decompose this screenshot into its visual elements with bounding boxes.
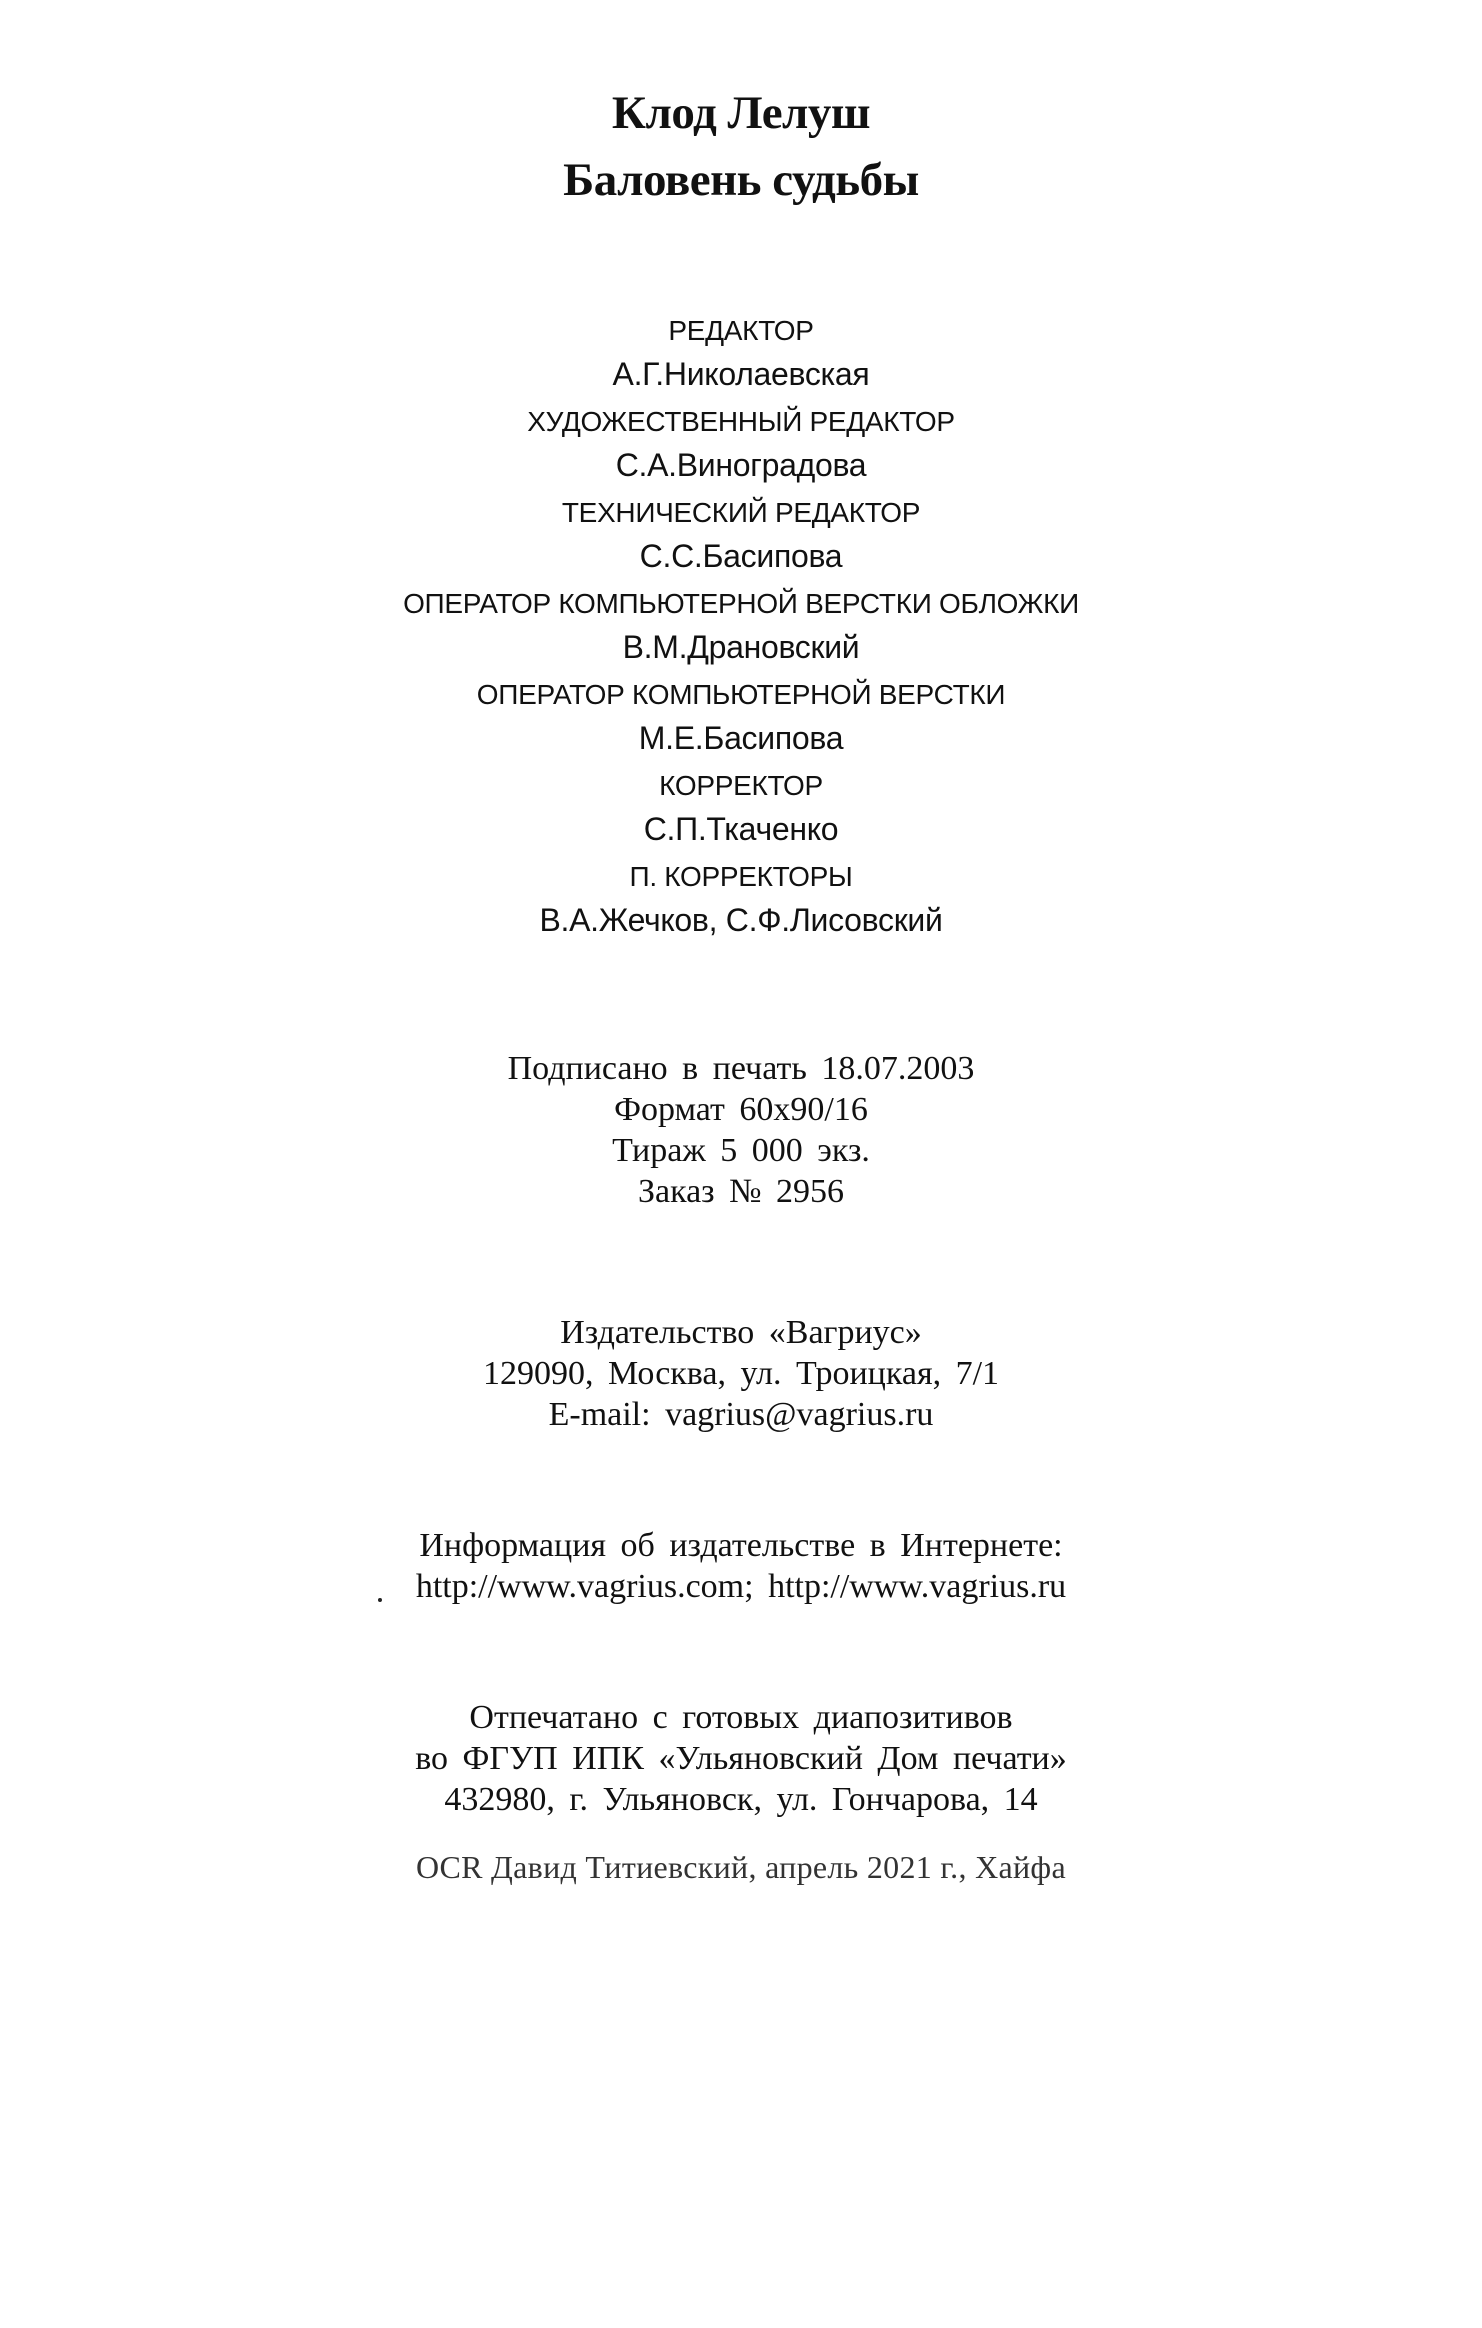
print-run: Тираж 5 000 экз.: [612, 1132, 870, 1169]
credit-role: КОРРЕКТОР: [659, 770, 823, 801]
credit-role: ХУДОЖЕСТВЕННЫЙ РЕДАКТОР: [527, 406, 955, 437]
credit-name: В.М.Драновский: [622, 629, 860, 665]
format: Формат 60х90/16: [614, 1091, 868, 1128]
credit-name: С.С.Басипова: [639, 538, 843, 574]
printer-line-3: 432980, г. Ульяновск, ул. Гончарова, 14: [444, 1781, 1038, 1818]
printer-line-2: во ФГУП ИПК «Ульяновский Дом печати»: [415, 1740, 1067, 1777]
publisher-name: Издательство «Вагриус»: [560, 1314, 922, 1351]
internet-heading: Информация об издательстве в Интернете:: [419, 1527, 1063, 1564]
credit-role: ОПЕРАТОР КОМПЬЮТЕРНОЙ ВЕРСТКИ ОБЛОЖКИ: [403, 588, 1079, 619]
printer-line-1: Отпечатано с готовых диапозитивов: [469, 1699, 1013, 1736]
publisher-address: 129090, Москва, ул. Троицкая, 7/1: [482, 1355, 1000, 1392]
credit-name: С.П.Ткаченко: [643, 811, 839, 847]
publisher-email: E-mail: vagrius@vagrius.ru: [548, 1396, 934, 1433]
book-title: Баловень судьбы: [563, 154, 919, 206]
credit-role: ОПЕРАТОР КОМПЬЮТЕРНОЙ ВЕРСТКИ: [476, 679, 1006, 710]
order-number: Заказ № 2956: [637, 1173, 845, 1210]
credit-name: С.А.Виноградова: [615, 447, 867, 483]
ocr-credit: OCR Давид Титиевский, апрель 2021 г., Хайфа: [416, 1849, 1066, 1885]
credit-role: П. КОРРЕКТОРЫ: [629, 861, 853, 892]
credit-name: В.А.Жечков, С.Ф.Лисовский: [539, 902, 943, 938]
credit-role: ТЕХНИЧЕСКИЙ РЕДАКТОР: [561, 497, 921, 528]
internet-urls: http://www.vagrius.com; http://www.vagrius.ru: [415, 1568, 1067, 1605]
credit-role: РЕДАКТОР: [668, 315, 814, 346]
stray-dot: [378, 1598, 382, 1602]
credit-name: М.Е.Басипова: [638, 720, 844, 756]
signed-for-print: Подписано в печать 18.07.2003: [507, 1050, 975, 1087]
credit-name: А.Г.Николаевская: [612, 356, 870, 392]
book-author: Клод Лелуш: [611, 87, 871, 139]
